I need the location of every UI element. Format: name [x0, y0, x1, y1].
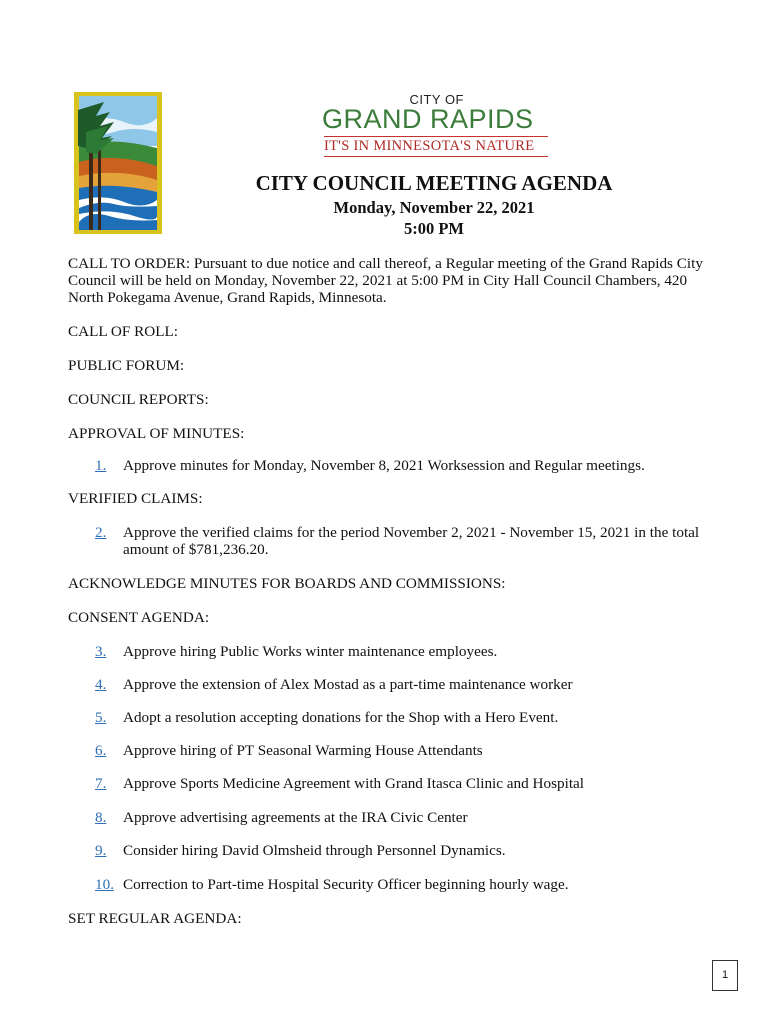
section-call-of-roll: CALL OF ROLL: — [68, 323, 178, 340]
city-wordmark — [322, 92, 550, 162]
agenda-item-text: Adopt a resolution accepting donations for the Shop with a Hero Event. — [123, 709, 559, 726]
agenda-item-text: Approve Sports Medicine Agreement with Grand Itasca Clinic and Hospital — [123, 775, 585, 792]
section-consent-agenda: CONSENT AGENDA: — [68, 609, 210, 626]
agenda-item-text: Approve minutes for Monday, November 8, 2021 Worksession and Regular meetings. — [123, 457, 645, 474]
agenda-item-link[interactable]: 8. — [95, 809, 107, 826]
meeting-time: 5:00 PM — [403, 219, 465, 238]
agenda-title: CITY COUNCIL MEETING AGENDA — [255, 171, 613, 195]
agenda-item-text: Approve the extension of Alex Mostad as a part-time maintenance worker — [123, 676, 573, 693]
meeting-date: Monday, November 22, 2021 — [333, 198, 535, 217]
agenda-item-link[interactable]: 3. — [95, 643, 107, 660]
agenda-item-link[interactable]: 10. — [95, 876, 114, 893]
section-set-regular-agenda: SET REGULAR AGENDA: — [68, 910, 242, 927]
agenda-item-text: Correction to Part-time Hospital Security Officer beginning hourly wage. — [123, 876, 569, 893]
section-public-forum: PUBLIC FORUM: — [68, 357, 185, 374]
agenda-item-text: Approve the verified claims for the period November 2, 2021 - November 15, 2021 in the total amount of $781,236.20. — [123, 524, 700, 558]
agenda-item-link[interactable]: 6. — [95, 742, 107, 759]
wordmark-rule-top — [324, 136, 548, 137]
agenda-item-link[interactable]: 7. — [95, 775, 107, 792]
call-to-order-paragraph: CALL TO ORDER: Pursuant to due notice and call thereof, a Regular meeting of the Grand Rapids City Council will be held on Monday, November 22, 2021 at 5:00 PM in City Hall Council Chambers, 420 North Pokegama Avenue, Grand Rapids, Minnesota. — [68, 255, 703, 306]
agenda-item-link[interactable]: 5. — [95, 709, 107, 726]
wordmark-name: GRAND RAPIDS — [322, 104, 534, 134]
agenda-item-link[interactable]: 2. — [95, 524, 107, 541]
page-number: 1 — [712, 960, 738, 991]
agenda-item-text: Consider hiring David Olmsheid through Personnel Dynamics. — [123, 842, 506, 859]
wordmark-tagline: IT'S IN MINNESOTA'S NATURE — [324, 138, 535, 154]
agenda-item-link[interactable]: 4. — [95, 676, 107, 693]
agenda-item-text: Approve hiring of PT Seasonal Warming House Attendants — [123, 742, 483, 759]
agenda-item-link[interactable]: 1. — [95, 457, 107, 474]
agenda-item-link[interactable]: 9. — [95, 842, 107, 859]
section-approval-of-minutes: APPROVAL OF MINUTES: — [68, 425, 245, 442]
agenda-item-text: Approve advertising agreements at the IRA Civic Center — [123, 809, 468, 826]
section-boards-commissions: ACKNOWLEDGE MINUTES FOR BOARDS AND COMMISSIONS: — [68, 575, 506, 592]
wordmark-rule-bottom — [324, 156, 548, 157]
agenda-item-text: Approve hiring Public Works winter maintenance employees. — [123, 643, 498, 660]
section-council-reports: COUNCIL REPORTS: — [68, 391, 209, 408]
wordmark-city-of: CITY OF — [409, 92, 464, 107]
section-verified-claims: VERIFIED CLAIMS: — [68, 490, 203, 507]
